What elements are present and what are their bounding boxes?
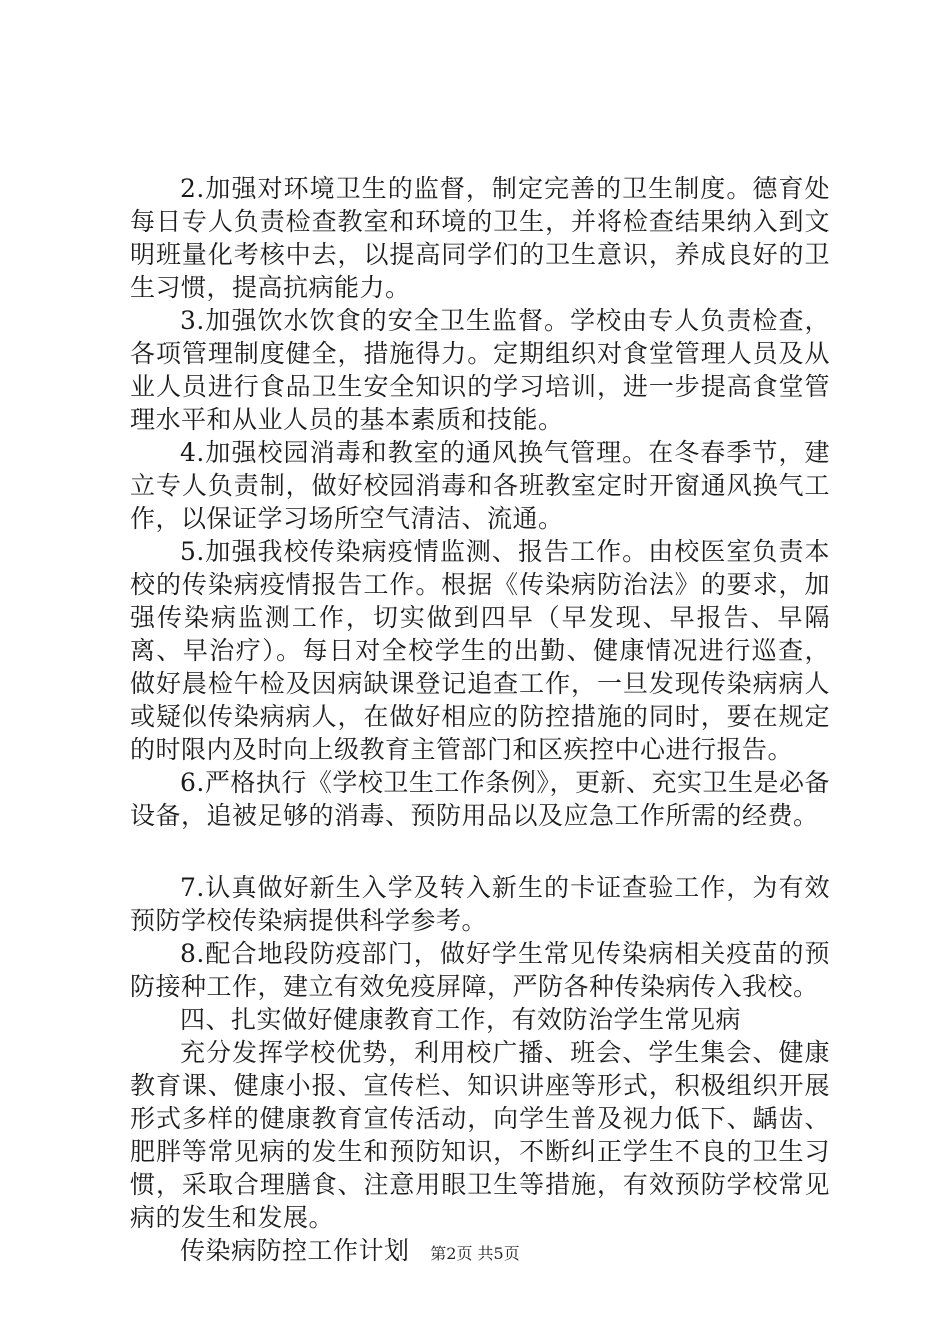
health-education-paragraph: 充分发挥学校优势，利用校广播、班会、学生集会、健康教育课、健康小报、宣传栏、知识讲座等形式，积极组织开展形式多样的健康教育宣传活动，向学生普及视力低下、龋齿、肥胖等常见病的发生和预防知识，不断纠正学生不良的卫生习惯，采取合理膳食、注意用眼卫生等措施，有效预防学校常见病的发生和发展。 — [130, 1038, 830, 1232]
page-number-footer: 第2页 共5页 — [430, 1244, 520, 1263]
paragraph-item-3: 3.加强饮水饮食的安全卫生监督。学校由专人负责检查，各项管理制度健全，措施得力。定期组织对食堂管理人员及从业人员进行食品卫生安全知识的学习培训，进一步提高食堂管理水平和从业人员的基本素质和技能。 — [130, 306, 830, 434]
paragraph-item-4: 4.加强校园消毒和教室的通风换气管理。在冬春季节，建立专人负责制，做好校园消毒和各班教室定时开窗通风换气工作，以保证学习场所空气清洁、流通。 — [130, 438, 830, 533]
paragraph-item-5: 5.加强我校传染病疫情监测、报告工作。由校医室负责本校的传染病疫情报告工作。根据《传染病防治法》的要求，加强传染病监测工作，切实做到四早（早发现、早报告、早隔离、早治疗）。每日对全校学生的出勤、健康情况进行巡查，做好晨检午检及因病缺课登记追查工作，一旦发现传染病病人或疑似传染病病人，在做好相应的防控措施的同时，要在规定的时限内及时向上级教育主管部门和区疾控中心进行报告。 — [130, 537, 830, 764]
section-heading: 四、扎实做好健康教育工作，有效防治学生常见病 — [180, 1005, 742, 1034]
paragraph-item-6: 6.严格执行《学校卫生工作条例》，更新、充实卫生是必备设备，追被足够的消毒、预防用品以及应急工作所需的经费。 — [130, 768, 830, 830]
paragraph-item-7: 7.认真做好新生入学及转入新生的卡证查验工作，为有效预防学校传染病提供科学参考。 — [130, 873, 830, 935]
plan-title-line: 传染病防控工作计划 — [180, 1236, 410, 1265]
paragraph-item-8: 8.配合地段防疫部门，做好学生常见传染病相关疫苗的预防接种工作，建立有效免疫屏障，严防各种传染病传入我校。 — [130, 939, 830, 1001]
paragraph-item-2: 2.加强对环境卫生的监督，制定完善的卫生制度。德育处每日专人负责检查教室和环境的卫生，并将检查结果纳入到文明班量化考核中去，以提高同学们的卫生意识，养成良好的卫生习惯，提高抗病能力。 — [130, 174, 830, 302]
document-body — [130, 172, 830, 1267]
